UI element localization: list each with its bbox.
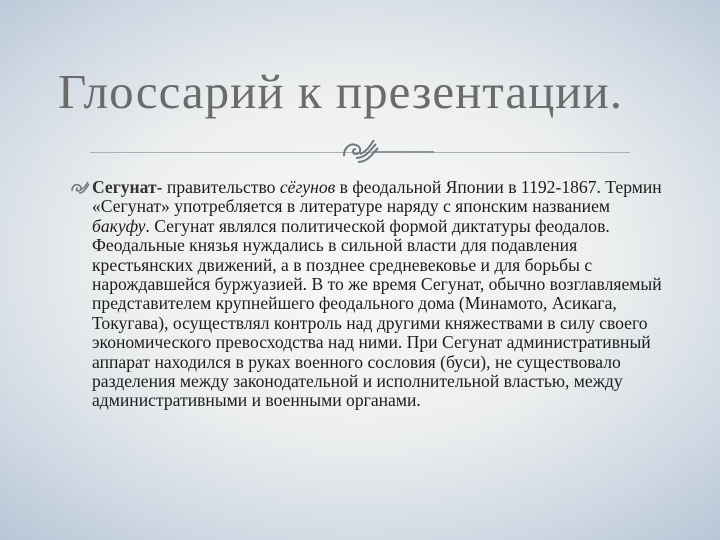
entry-text-part-3: . Сегунат являлся политической формой диктатуры феодалов. Феодальные князья нуждались в сильной власти для подавления крестьянских движений, а в позднее средневековье и для борьбы с нарождавшейся буржуазией. В то же время Сегунат, обычно возглавляемый представителем крупнейшего феодального дома (Минамото, Асикага, Токугава), осуществлял контроль над другими княжествами в силу своего экономического превосходства над ними. При Сегунат административный аппарат находился в руках военного сословия (буси), не существовало разделения между законодательной и исполнительной властью, между административными и военными органами.: [92, 215, 662, 411]
glossary-term: Сегунат: [92, 177, 157, 197]
slide-title: Глоссарий к презентации.: [58, 64, 623, 119]
entry-text-part-2: в феодальной Японии в 1192-1867. Термин «Сегунат» употребляется в литературе наряду с японским названием: [92, 177, 662, 217]
title-divider-accent: [372, 151, 434, 153]
scroll-ornament-icon: [340, 136, 380, 166]
scroll-bullet-icon: [70, 180, 90, 196]
glossary-entry: [92, 178, 664, 411]
entry-text-dash: - правительство: [156, 177, 280, 197]
entry-italic-shoguns: сёгунов: [279, 177, 336, 197]
entry-italic-bakufu: бакуфу: [92, 215, 146, 236]
